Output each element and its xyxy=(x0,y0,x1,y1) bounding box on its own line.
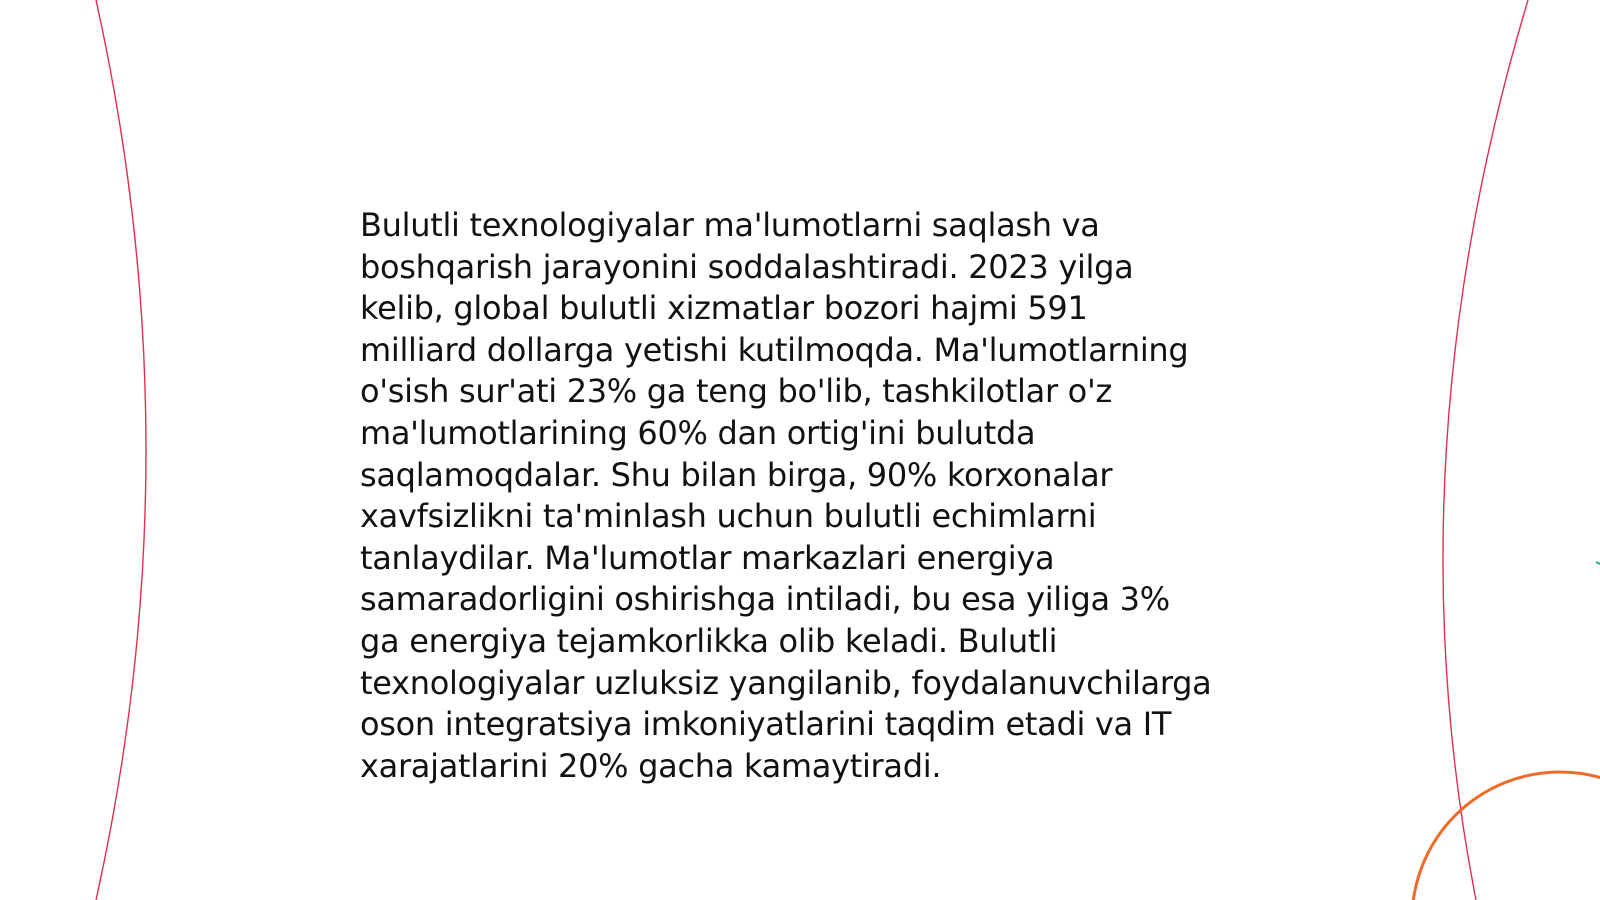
text-line: boshqarish jarayonini soddalashtiradi. 2023 yilga xyxy=(360,247,1134,286)
text-line: saqlamoqdalar. Shu bilan birga, 90% korxonalar xyxy=(360,455,1113,494)
right-curve-line xyxy=(1443,0,1528,900)
text-line: milliard dollarga yetishi kutilmoqda. Ma'lumotlarning xyxy=(360,330,1189,369)
text-line: o'sish sur'ati 23% ga teng bo'lib, tashkilotlar o'z xyxy=(360,372,1112,411)
text-line: ma'lumotlarining 60% dan ortig'ini bulutda xyxy=(360,413,1036,452)
left-curve-line xyxy=(96,0,146,900)
text-line: samaradorligini oshirishga intiladi, bu esa yiliga 3% xyxy=(360,580,1170,619)
orange-circle-accent xyxy=(1412,772,1600,900)
text-line: tanlaydilar. Ma'lumotlar markazlari energiya xyxy=(360,538,1055,577)
text-line: xarajatlarini 20% gacha kamaytiradi. xyxy=(360,746,942,785)
body-paragraph xyxy=(360,205,1260,787)
green-tick-accent xyxy=(1596,562,1600,564)
text-line: xavfsizlikni ta'minlash uchun bulutli echimlarni xyxy=(360,497,1097,536)
text-line: oson integratsiya imkoniyatlarini taqdim etadi va IT xyxy=(360,705,1172,744)
text-line: texnologiyalar uzluksiz yangilanib, foydalanuvchilarga xyxy=(360,663,1212,702)
text-line: ga energiya tejamkorlikka olib keladi. Bulutli xyxy=(360,621,1058,660)
text-line: kelib, global bulutli xizmatlar bozori hajmi 591 xyxy=(360,289,1088,328)
text-line: Bulutli texnologiyalar ma'lumotlarni saqlash va xyxy=(360,206,1100,244)
